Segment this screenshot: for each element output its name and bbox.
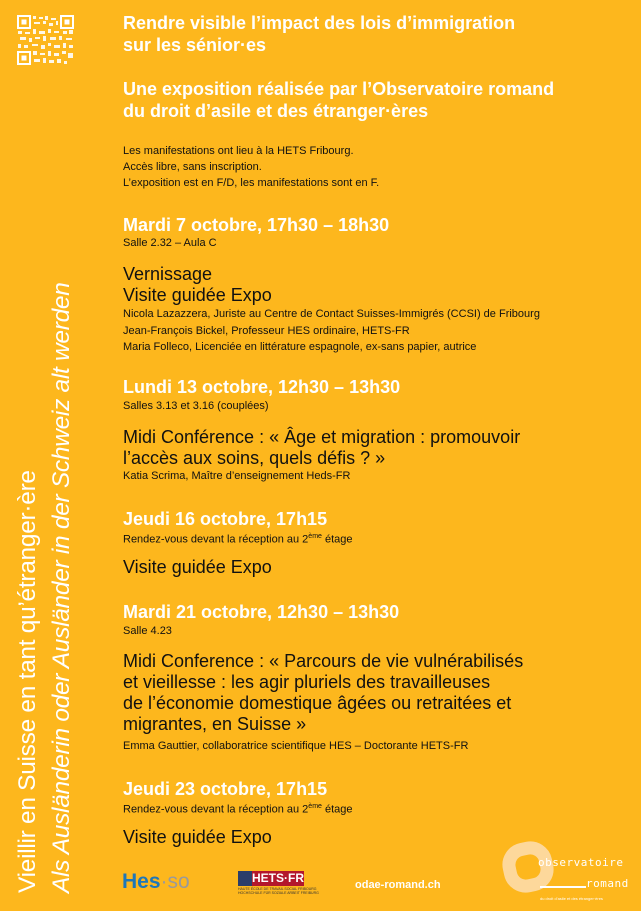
odae-logo-rule — [540, 886, 586, 888]
event-title-line: migrantes, en Suisse » — [123, 714, 307, 734]
intro-subhead-line2: du droit d’asile et des étranger·ères — [123, 101, 429, 121]
event-title-line: de l’économie domestique âgées ou retraitées et — [123, 693, 512, 713]
info-line: Accès libre, sans inscription. — [123, 161, 262, 173]
event-title — [123, 264, 272, 306]
hets-fr-logo[interactable] — [238, 871, 319, 899]
event-date: Jeudi 23 octobre, 17h15 — [123, 779, 328, 799]
event-speakers — [123, 738, 468, 755]
hesso-logo[interactable] — [122, 870, 190, 894]
event-date: Lundi 13 octobre, 12h30 – 13h30 — [123, 377, 401, 397]
event-title-line: Visite guidée Expo — [123, 557, 272, 577]
event-title — [123, 651, 523, 735]
hets-sub-line: HOCHSCHULE FÜR SOZIALE ARBEIT FREIBURG — [238, 891, 319, 895]
event-title — [123, 827, 272, 848]
hesso-logo-main: Hes — [122, 870, 161, 893]
intro-headline-line2: sur les sénior·es — [123, 35, 267, 55]
speaker: Katia Scrima, Maître d’enseignement Heds-FR — [123, 470, 351, 482]
speaker: Jean-François Bickel, Professeur HES ordinaire, HETS-FR — [123, 324, 410, 337]
event-speakers — [123, 468, 350, 485]
hets-logo-label: HETS·FR — [252, 871, 304, 885]
event-title-line: Visite guidée Expo — [123, 285, 272, 305]
event-room: Salle 4.23 — [123, 625, 172, 637]
intro-subhead — [123, 78, 554, 122]
room-text: Rendez-vous devant la réception au 2 — [123, 803, 309, 816]
event-date: Jeudi 16 octobre, 17h15 — [123, 509, 328, 529]
speaker: Emma Gauttier, collaboratrice scientifique HES – Doctorante HETS-FR — [123, 740, 469, 752]
vertical-title-french: Vieillir en Suisse en tant qu’étranger·ère — [14, 470, 41, 893]
event-title-line: Visite guidée Expo — [123, 827, 272, 847]
event-title-line: l’accès aux soins, quels défis ? » — [123, 448, 386, 468]
practical-info — [123, 143, 379, 191]
website-link[interactable]: odae-romand.ch — [355, 879, 441, 891]
vertical-title-german: Als Ausländerin oder Ausländer in der Schweiz alt werden — [48, 282, 75, 893]
room-text: étage — [321, 533, 353, 546]
room-text: Rendez-vous devant la réception au 2 — [123, 533, 309, 546]
event-title-line: et vieillesse : les agir pluriels des travailleuses — [123, 672, 491, 692]
event-room — [123, 530, 353, 547]
room-text: étage — [321, 803, 353, 816]
odae-logo-line1: observatoire — [538, 856, 624, 869]
intro-headline — [123, 12, 515, 56]
odae-logo-tagline: du droit d’asile et des étranger·ères — [540, 896, 603, 901]
info-line: L’exposition est en F/D, les manifestations sont en F. — [123, 177, 380, 189]
hets-logo-subtitle — [238, 887, 319, 895]
intro-headline-line1: Rendre visible l’impact des lois d’immigration — [123, 13, 516, 33]
event-room — [123, 800, 353, 817]
event-title — [123, 557, 272, 578]
event-title-line: Midi Conférence : « Âge et migration : promouvoir — [123, 427, 521, 447]
event-title-line: Vernissage — [123, 264, 213, 284]
info-line: Les manifestations ont lieu à la HETS Fribourg. — [123, 145, 354, 157]
event-date: Mardi 7 octobre, 17h30 – 18h30 — [123, 215, 390, 235]
observatoire-romand-logo[interactable] — [488, 830, 638, 905]
intro-subhead-line1: Une exposition réalisée par l’Observatoire romand — [123, 79, 555, 99]
hets-logo-emblem-icon — [238, 871, 252, 886]
hesso-logo-sep: · — [160, 870, 168, 893]
event-speakers — [123, 306, 540, 356]
room-sup: ème — [308, 533, 322, 540]
hesso-logo-so: so — [167, 870, 190, 893]
speaker: Maria Folleco, Licenciée en littérature espagnole, ex-sans papier, autrice — [123, 341, 477, 353]
event-room: Salle 2.32 – Aula C — [123, 237, 217, 249]
event-room: Salles 3.13 et 3.16 (couplées) — [123, 400, 269, 412]
room-sup: ème — [308, 803, 322, 810]
hets-sub-line: HAUTE ÉCOLE DE TRAVAIL SOCIAL FRIBOURG — [238, 887, 317, 891]
event-title — [123, 427, 520, 469]
event-date: Mardi 21 octobre, 12h30 – 13h30 — [123, 602, 400, 622]
odae-logo-line2: romand — [586, 877, 629, 890]
vertical-title-band — [0, 0, 110, 911]
speaker: Nicola Lazazzera, Juriste au Centre de Contact Suisses-Immigrés (CCSI) de Fribourg — [123, 308, 540, 320]
event-title-line: Midi Conference : « Parcours de vie vulnérabilisés — [123, 651, 524, 671]
